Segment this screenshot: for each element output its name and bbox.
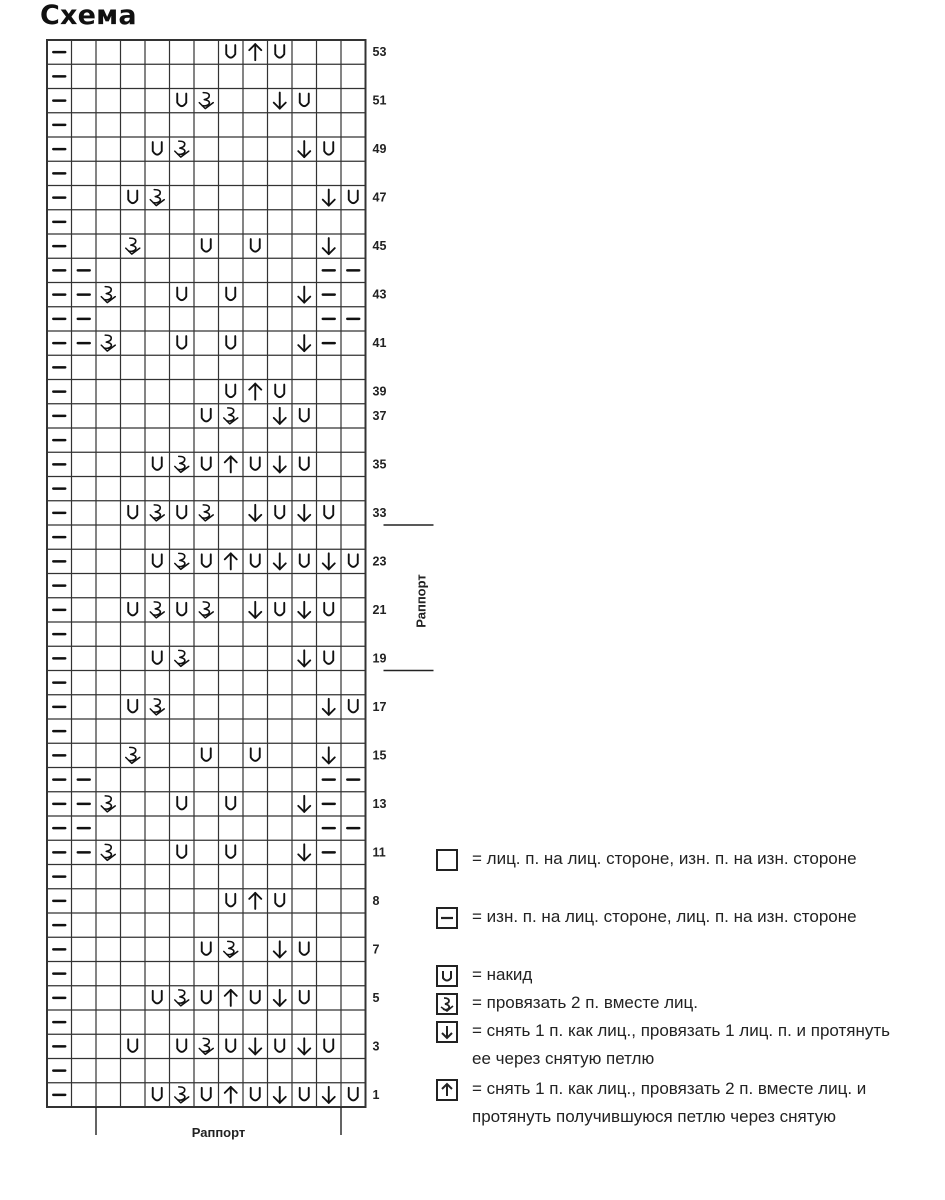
yarn-over-icon — [128, 191, 137, 204]
k2tog-icon — [199, 602, 213, 618]
legend-text-skpo: = снять 1 п. как лиц., провязать 1 лиц. п. и протянуть ее через снятую петлю — [472, 1021, 891, 1068]
skpo-icon — [298, 141, 310, 157]
yarn-over-icon — [324, 142, 333, 155]
yarn-over-icon — [251, 748, 260, 761]
yarn-over-icon — [202, 1088, 211, 1101]
yarn-over-icon — [275, 894, 284, 907]
k2tog-icon — [175, 553, 189, 569]
sk2po-icon — [225, 456, 237, 472]
yarn-over-icon — [226, 894, 235, 907]
yarn-over-icon — [300, 457, 309, 470]
row-number-label: 39 — [372, 384, 387, 399]
yarn-over-icon — [226, 797, 235, 810]
yarn-over-icon — [275, 385, 284, 398]
k2tog-icon — [436, 993, 458, 1015]
row-number-label: 21 — [372, 602, 387, 617]
skpo-icon — [298, 844, 310, 860]
yarn-over-icon — [226, 385, 235, 398]
legend-text-sk2po: = снять 1 п. как лиц., провязать 2 п. вместе лиц. и протянуть получившуюся петлю через снятую — [472, 1079, 867, 1126]
row-number-label: 8 — [372, 893, 380, 908]
k2tog-icon — [101, 287, 115, 303]
skpo-icon — [323, 747, 335, 763]
yarn-over-icon — [436, 965, 458, 987]
skpo-icon — [274, 408, 286, 424]
row-number-label: 45 — [372, 239, 387, 254]
skpo-icon — [298, 1038, 310, 1054]
yarn-over-icon — [202, 748, 211, 761]
sk2po-icon — [225, 553, 237, 569]
yarn-over-icon — [128, 603, 137, 616]
row-number-label: 3 — [372, 1039, 380, 1054]
yarn-over-icon — [153, 651, 162, 664]
yarn-over-icon — [202, 409, 211, 422]
yarn-over-icon — [153, 1088, 162, 1101]
skpo-icon — [274, 553, 286, 569]
legend-text-yarn-over: = накид — [472, 965, 533, 984]
skpo-icon — [249, 1038, 261, 1054]
skpo-icon — [323, 1087, 335, 1103]
yarn-over-icon — [300, 942, 309, 955]
k2tog-icon — [150, 602, 164, 618]
yarn-over-icon — [202, 239, 211, 252]
yarn-over-icon — [128, 1039, 137, 1052]
row-number-label: 47 — [372, 190, 387, 205]
yarn-over-icon — [324, 1039, 333, 1052]
yarn-over-icon — [226, 845, 235, 858]
yarn-over-icon — [153, 142, 162, 155]
k2tog-icon — [101, 844, 115, 860]
yarn-over-icon — [300, 94, 309, 107]
sk2po-icon — [249, 384, 261, 400]
skpo-icon — [274, 941, 286, 957]
legend-item-sk2po — [436, 1075, 906, 1161]
sk2po-icon — [436, 1079, 458, 1101]
row-number-label: 11 — [372, 845, 386, 860]
yarn-over-icon — [275, 506, 284, 519]
row-number-label: 23 — [372, 554, 387, 569]
skpo-icon — [298, 335, 310, 351]
k2tog-icon — [175, 141, 189, 157]
skpo-icon — [298, 796, 310, 812]
k2tog-icon — [224, 941, 238, 957]
sk2po-icon — [249, 44, 261, 60]
skpo-icon — [298, 287, 310, 303]
yarn-over-icon — [202, 554, 211, 567]
skpo-icon — [274, 1087, 286, 1103]
yarn-over-icon — [202, 457, 211, 470]
yarn-over-icon — [153, 991, 162, 1004]
row-number-label: 41 — [372, 336, 387, 351]
k2tog-icon — [175, 1087, 189, 1103]
legend-item-yarn-over — [436, 961, 906, 989]
purl-stitch-icon — [436, 907, 458, 929]
repeat-label-horizontal: Раппорт — [191, 1125, 246, 1140]
legend-text-k2tog: = провязать 2 п. вместе лиц. — [472, 993, 699, 1012]
page-title: Схема — [40, 0, 137, 31]
yarn-over-icon — [202, 991, 211, 1004]
legend-item-k2tog — [436, 989, 906, 1017]
repeat-label-vertical: Раппорт — [413, 574, 429, 628]
row-labels — [373, 45, 387, 1102]
row-number-label: 37 — [372, 408, 387, 423]
skpo-icon — [249, 602, 261, 618]
skpo-icon — [323, 553, 335, 569]
skpo-icon — [249, 505, 261, 521]
k2tog-icon — [175, 650, 189, 666]
yarn-over-icon — [177, 603, 186, 616]
chart-grid — [47, 40, 366, 1107]
legend — [436, 845, 906, 1161]
yarn-over-icon — [226, 336, 235, 349]
row-number-label: 53 — [372, 45, 387, 60]
yarn-over-icon — [251, 239, 260, 252]
skpo-icon — [298, 602, 310, 618]
legend-item-skpo — [436, 1017, 906, 1075]
skpo-icon — [274, 990, 286, 1006]
k2tog-icon — [126, 238, 140, 254]
k2tog-icon — [175, 456, 189, 472]
yarn-over-icon — [128, 506, 137, 519]
yarn-over-icon — [177, 797, 186, 810]
row-number-label: 7 — [372, 942, 380, 957]
knit-stitch-icon — [436, 849, 458, 871]
k2tog-icon — [199, 505, 213, 521]
skpo-icon — [323, 190, 335, 206]
legend-item-purl — [436, 903, 906, 961]
row-number-label: 51 — [372, 93, 387, 108]
yarn-over-icon — [177, 94, 186, 107]
yarn-over-icon — [177, 288, 186, 301]
legend-item-knit — [436, 845, 906, 903]
yarn-over-icon — [324, 603, 333, 616]
yarn-over-icon — [177, 845, 186, 858]
yarn-over-icon — [275, 1039, 284, 1052]
k2tog-icon — [150, 699, 164, 715]
yarn-over-icon — [251, 554, 260, 567]
k2tog-icon — [150, 190, 164, 206]
yarn-over-icon — [251, 991, 260, 1004]
yarn-over-icon — [349, 1088, 358, 1101]
skpo-icon — [274, 93, 286, 109]
sk2po-icon — [225, 1087, 237, 1103]
yarn-over-icon — [226, 1039, 235, 1052]
skpo-icon — [323, 238, 335, 254]
yarn-over-icon — [128, 700, 137, 713]
row-number-label: 15 — [372, 748, 387, 763]
skpo-icon — [436, 1021, 458, 1043]
legend-text-purl: = изн. п. на лиц. стороне, лиц. п. на изн. стороне — [472, 907, 857, 926]
row-number-label: 17 — [372, 699, 387, 714]
yarn-over-icon — [349, 191, 358, 204]
sk2po-icon — [225, 990, 237, 1006]
yarn-over-icon — [275, 45, 284, 58]
legend-text-knit: = лиц. п. на лиц. стороне, изн. п. на изн. стороне — [472, 849, 857, 868]
yarn-over-icon — [275, 603, 284, 616]
sk2po-icon — [249, 893, 261, 909]
yarn-over-icon — [202, 942, 211, 955]
k2tog-icon — [150, 505, 164, 521]
k2tog-icon — [199, 93, 213, 109]
k2tog-icon — [175, 990, 189, 1006]
row-number-label: 13 — [372, 796, 387, 811]
skpo-icon — [274, 456, 286, 472]
row-number-label: 33 — [372, 505, 387, 520]
yarn-over-icon — [300, 409, 309, 422]
yarn-over-icon — [153, 457, 162, 470]
skpo-icon — [298, 650, 310, 666]
yarn-over-icon — [153, 554, 162, 567]
k2tog-icon — [224, 408, 238, 424]
yarn-over-icon — [177, 506, 186, 519]
yarn-over-icon — [300, 1088, 309, 1101]
k2tog-icon — [199, 1038, 213, 1054]
yarn-over-icon — [349, 700, 358, 713]
skpo-icon — [298, 505, 310, 521]
row-number-label: 49 — [372, 142, 387, 157]
yarn-over-icon — [300, 991, 309, 1004]
yarn-over-icon — [300, 554, 309, 567]
yarn-over-icon — [251, 1088, 260, 1101]
k2tog-icon — [126, 747, 140, 763]
yarn-over-icon — [324, 651, 333, 664]
yarn-over-icon — [226, 45, 235, 58]
yarn-over-icon — [251, 457, 260, 470]
yarn-over-icon — [324, 506, 333, 519]
row-number-label: 43 — [372, 287, 387, 302]
row-number-label: 1 — [372, 1087, 380, 1102]
yarn-over-icon — [226, 288, 235, 301]
row-number-label: 35 — [372, 457, 387, 472]
skpo-icon — [323, 699, 335, 715]
row-number-label: 5 — [372, 990, 380, 1005]
yarn-over-icon — [349, 554, 358, 567]
k2tog-icon — [101, 335, 115, 351]
yarn-over-icon — [177, 1039, 186, 1052]
yarn-over-icon — [177, 336, 186, 349]
row-number-label: 19 — [372, 651, 387, 666]
k2tog-icon — [101, 796, 115, 812]
